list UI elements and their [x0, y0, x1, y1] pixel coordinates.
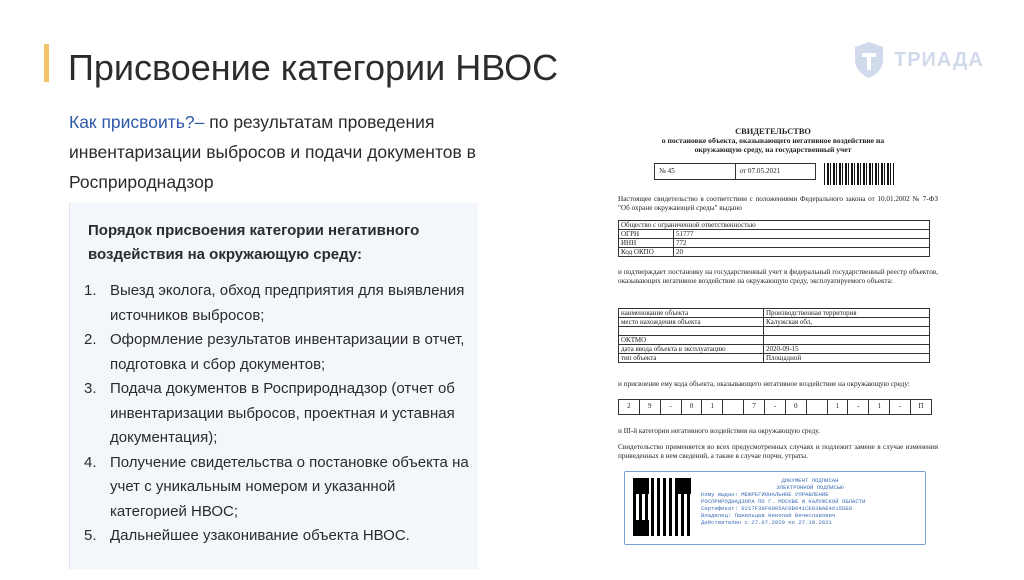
table-row — [619, 336, 930, 345]
step-number: 2. — [84, 331, 97, 348]
certificate-title — [638, 127, 908, 154]
code-cell: - — [848, 400, 869, 414]
list-item — [84, 451, 470, 525]
table-cell: Калужская обл, — [764, 318, 930, 327]
table-row — [619, 221, 930, 230]
table-row — [619, 354, 930, 363]
table-cell — [619, 327, 764, 336]
certificate-paragraph-1: Настоящее свидетельство в соответствии с положениями Федерального закона от 10.01.2002 № 7-ФЗ "Об охране окружающей среды" выдано — [618, 195, 938, 212]
step-text: Подача документов в Росприроднадзор (отчет об инвентаризации выбросов, проектная и уставная документация); — [110, 380, 455, 446]
code-cell: - — [661, 400, 682, 414]
table-cell: 51777 — [674, 230, 930, 239]
company-logo — [846, 40, 986, 80]
object-code-row — [618, 399, 932, 415]
signature-validity: Действителен с 27.07.2020 по 27.10.2021 — [701, 519, 832, 526]
title-accent-bar — [44, 44, 49, 82]
code-cell: 1 — [702, 400, 723, 414]
certificate-number: № 45 — [655, 164, 736, 179]
step-text: Оформление результатов инвентаризации в отчет, подготовка и сбор документов; — [110, 331, 465, 373]
table-cell: дата ввода объекта в эксплуатацию — [619, 345, 764, 354]
code-cell: 2 — [619, 400, 640, 414]
table-cell: ОГРН — [619, 230, 674, 239]
organization-table — [618, 220, 930, 257]
code-cell: 9 — [640, 400, 661, 414]
intro-paragraph — [69, 107, 539, 197]
code-cell: 1 — [869, 400, 890, 414]
signature-text — [701, 477, 919, 526]
certificate-paragraph-2: и подтверждает постановку на государственный учет в федеральный государственный реестр объектов, оказывающих негативное воздействие на окружающую среду, эксплуатируемого объекта: — [618, 268, 938, 285]
code-cell: - — [890, 400, 911, 414]
code-cell: 1 — [828, 400, 849, 414]
page-title: Присвоение категории НВОС — [68, 47, 559, 88]
barcode — [824, 163, 894, 185]
code-cell: 7 — [744, 400, 765, 414]
list-item — [84, 377, 470, 451]
table-row — [619, 309, 930, 318]
table-cell: место нахождения объекта — [619, 318, 764, 327]
code-cell: - — [765, 400, 786, 414]
step-text: Получение свидетельства о постановке объекта на учет с уникальным номером и указанной категорией НВОС; — [110, 453, 469, 520]
certificate-subheading: о постановке объекта, оказывающего негативное воздействие на окружающую среду, на государственный учет — [661, 136, 885, 154]
step-text: Дальнейшее узаконивание объекта НВОС. — [110, 527, 410, 544]
table-cell: тип объекта — [619, 354, 764, 363]
certificate-paragraph-5: Свидетельство применяется во всех предусмотренных случаях и подлежит замене в случае изменения приведенных в нем сведений, а также в случае порчи, утраты. — [618, 443, 938, 460]
step-text: Выезд эколога, обход предприятия для выявления источников выбросов; — [110, 282, 465, 324]
intro-question: Как присвоить?– — [69, 112, 205, 132]
table-row — [619, 248, 930, 257]
certificate-paragraph-3: и присвоение ему кода объекта, оказывающего негативное воздействие на окружающую среду: — [618, 380, 910, 388]
table-cell: 20 — [674, 248, 930, 257]
step-number: 4. — [84, 453, 97, 471]
certificate-heading: СВИДЕТЕЛЬСТВО — [735, 127, 811, 136]
table-cell: Общество с ограниченной ответственностью — [619, 221, 930, 230]
object-table — [618, 308, 930, 363]
code-cell: П — [918, 402, 924, 410]
code-cell — [723, 400, 744, 414]
electronic-signature-stamp — [624, 471, 926, 545]
procedure-box — [69, 203, 478, 569]
code-cell: 0 — [786, 400, 807, 414]
logo-text: ТРИАДА — [894, 49, 984, 71]
procedure-title: Порядок присвоения категории негативного воздействия на окружающую среду: — [88, 222, 420, 263]
procedure-steps — [84, 279, 470, 549]
list-item — [84, 279, 470, 328]
table-row — [619, 327, 930, 336]
certificate-date: от 07.05.2021 — [739, 167, 781, 175]
table-cell: ОКТМО — [619, 336, 764, 345]
certificate-paragraph-4: и III-й категории негативного воздействия на окружающую среду. — [618, 427, 820, 435]
signature-issued: Кому выдан: МЕЖРЕГИОНАЛЬНОЕ УПРАВЛЕНИЕ — [701, 491, 829, 498]
certificate-number-box — [654, 163, 816, 180]
table-row — [619, 318, 930, 327]
table-cell: наименование объекта — [619, 309, 764, 318]
certificate-image — [598, 118, 948, 554]
code-cell — [807, 400, 828, 414]
table-cell: Площадной — [764, 354, 930, 363]
list-item — [84, 328, 470, 377]
table-cell: 772 — [674, 239, 930, 248]
signature-header-1: ДОКУМЕНТ ПОДПИСАН — [781, 477, 839, 484]
table-cell — [764, 327, 930, 336]
step-number: 3. — [84, 380, 97, 397]
step-number: 5. — [84, 527, 97, 544]
qr-code — [633, 478, 691, 536]
signature-issued-2: РОСПРИРОДНАДЗОРА ПО Г. МОСКВЕ И КАЛУЖСКОЙ ОБЛАСТИ — [701, 498, 866, 505]
table-row — [619, 239, 930, 248]
table-row — [619, 230, 930, 239]
table-cell — [764, 336, 930, 345]
intro-answer: по результатам проведения инвентаризации выбросов и подачи документов в Росприроднадзор — [69, 112, 476, 192]
table-row — [619, 345, 930, 354]
list-item — [84, 524, 470, 549]
step-number: 1. — [84, 282, 97, 299]
table-cell: 2020-09-15 — [764, 345, 930, 354]
table-cell: ИНН — [619, 239, 674, 248]
signature-header-2: ЭЛЕКТРОННОЙ ПОДПИСЬЮ — [776, 484, 844, 491]
signature-owner: Владелец: Пажильцев Николай Вячеславович — [701, 512, 836, 519]
code-cell: 0 — [682, 400, 703, 414]
signature-certificate: Сертификат: 0217F39F0005AC0B641CE83BAE4615DE8 — [701, 505, 853, 512]
shield-icon — [852, 40, 886, 80]
table-cell: Код ОКПО — [619, 248, 674, 257]
table-cell: Производственная территория — [764, 309, 930, 318]
